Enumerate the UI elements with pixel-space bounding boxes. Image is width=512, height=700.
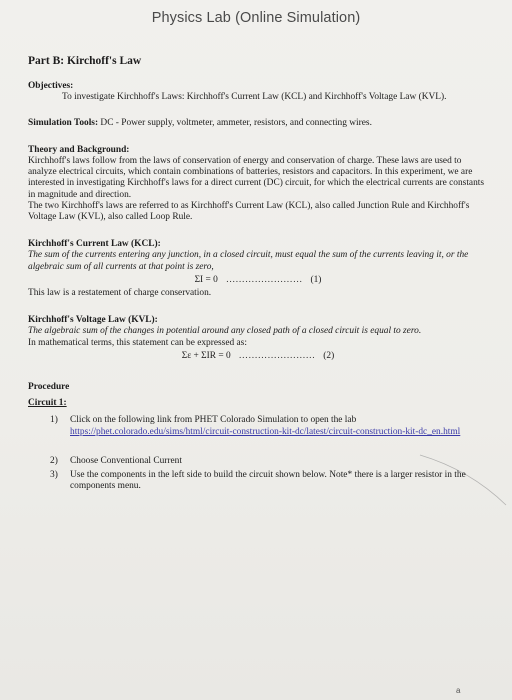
kvl-dots: ……………………	[238, 350, 316, 361]
kvl-equation-line	[28, 351, 488, 362]
procedure-step	[50, 456, 488, 467]
step-number: 1)	[50, 415, 58, 426]
procedure-section	[28, 382, 488, 492]
kvl-section	[28, 315, 488, 362]
theory-label: Theory and Background:	[28, 144, 130, 155]
procedure-step	[50, 470, 488, 492]
phet-simulation-link[interactable]: https://phet.colorado.edu/sims/html/circuit-construction-kit-dc/latest/circuit-construction-kit-dc_en.html	[70, 426, 461, 437]
kvl-equation: Σε + ΣIR = 0	[181, 350, 231, 361]
theory-paragraph-1: Kirchhoff's laws follow from the laws of conservation of energy and conservation of charge. These laws are used to analyze electrical circuits, which contain combinations of batteries, resistors and capacitors. In this experiment, we are interested in investigating Kirchhoff's laws for a direct current (DC) circuit, for which the electrical currents are constants in magnitude and direction.	[28, 156, 485, 200]
kvl-intro: In mathematical terms, this statement can be expressed as:	[28, 337, 247, 348]
kcl-section	[28, 239, 488, 299]
kcl-statement: The sum of the currents entering any junction, in a closed circuit, must equal the sum of the currents leaving it, or the algebraic sum of all currents at that point is zero,	[28, 250, 469, 272]
kvl-equation-number: (2)	[323, 350, 335, 361]
kcl-label: Kirchhoff's Current Law (KCL):	[28, 239, 161, 250]
tools-section	[28, 118, 488, 129]
objectives-section	[28, 81, 488, 103]
procedure-steps	[28, 415, 488, 492]
step-number: 3)	[50, 470, 58, 481]
procedure-label: Procedure	[28, 382, 70, 393]
kcl-equation-line	[28, 275, 488, 286]
tools-label: Simulation Tools:	[28, 117, 99, 128]
objectives-label: Objectives:	[28, 81, 74, 92]
page-header-title: Physics Lab (Online Simulation)	[151, 10, 361, 26]
step-text: Click on the following link from PHET Colorado Simulation to open the lab	[70, 415, 357, 426]
step-number: 2)	[50, 455, 58, 466]
kcl-dots: ……………………	[225, 274, 303, 285]
kcl-note: This law is a restatement of charge conservation.	[28, 288, 212, 299]
document-content	[28, 56, 488, 501]
part-title: Part B: Kirchoff's Law	[28, 55, 142, 67]
theory-section	[28, 145, 488, 223]
kcl-equation-number: (1)	[310, 274, 322, 285]
step-text: Choose Conventional Current	[70, 455, 182, 466]
page-corner-mark: a	[456, 686, 461, 695]
tools-text: DC - Power supply, voltmeter, ammeter, resistors, and connecting wires.	[98, 117, 372, 128]
step-text: Use the components in the left side to build the circuit shown below. Note* there is a larger resistor in the components menu.	[70, 470, 466, 492]
kvl-label: Kirchhoff's Voltage Law (KVL):	[28, 315, 158, 326]
objectives-text: To investigate Kirchhoff's Laws: Kirchhoff's Current Law (KCL) and Kirchhoff's Voltage Law (KVL).	[62, 92, 447, 103]
procedure-step	[50, 415, 488, 437]
theory-paragraph-2: The two Kirchhoff's laws are referred to as Kirchhoff's Current Law (KCL), also called Junction Rule and Kirchhoff's Voltage Law (KVL), also called Loop Rule.	[28, 200, 470, 223]
kvl-statement: The algebraic sum of the changes in potential around any closed path of a closed circuit is equal to zero.	[28, 326, 422, 337]
kcl-equation: ΣI = 0	[194, 274, 218, 285]
circuit-label: Circuit 1:	[28, 398, 67, 409]
